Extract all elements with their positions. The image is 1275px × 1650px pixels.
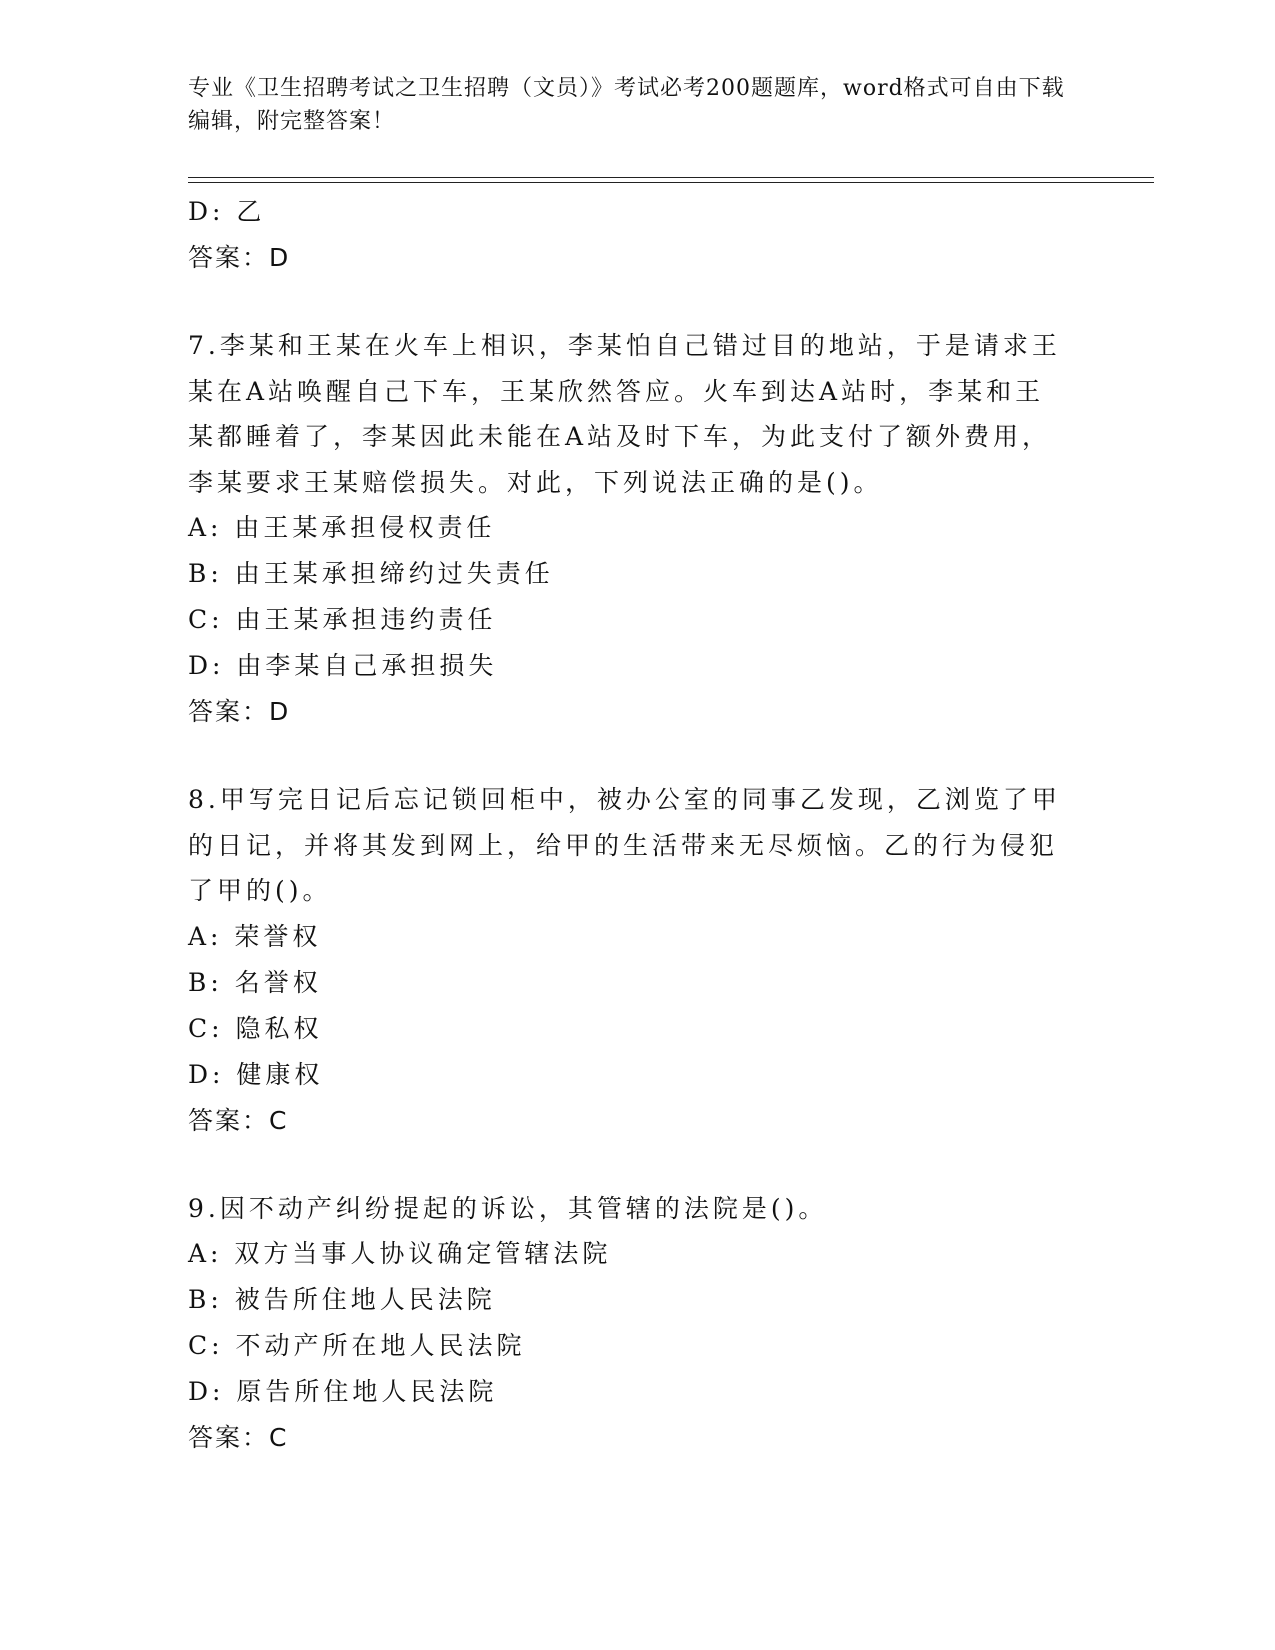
option-d: D: 健康权 bbox=[188, 1059, 324, 1089]
question-stem: 8.甲写完日记后忘记锁回柜中，被办公室的同事乙发现，乙浏览了甲的日记，并将其发到网上，给甲的生活带来无尽烦恼。乙的行为侵犯了甲的()。 bbox=[188, 785, 1061, 905]
question-7 bbox=[188, 323, 1068, 735]
answer-line: 答案：D bbox=[188, 697, 291, 726]
option-c: C: 隐私权 bbox=[188, 1013, 323, 1043]
option-a: A: 由王某承担侵权责任 bbox=[188, 513, 496, 542]
answer-line: 答案：C bbox=[188, 1105, 289, 1135]
question-list bbox=[188, 189, 1068, 1461]
option-b: B: 名誉权 bbox=[188, 967, 322, 997]
option-d: D: 由李某自己承担损失 bbox=[188, 651, 498, 680]
answer-line: 答案：C bbox=[188, 1423, 289, 1452]
option-c: C: 不动产所在地人民法院 bbox=[188, 1331, 526, 1360]
option-d: D: 乙 bbox=[188, 197, 266, 226]
question-9 bbox=[188, 1186, 1068, 1462]
header-divider-bottom bbox=[188, 182, 1154, 183]
answer-line: 答案：D bbox=[188, 243, 291, 272]
option-b: B: 被告所住地人民法院 bbox=[188, 1285, 496, 1314]
document-header: 专业《卫生招聘考试之卫生招聘（文员）》考试必考200题题库，word格式可自由下载编辑，附完整答案！ bbox=[188, 76, 1065, 134]
previous-question-tail bbox=[188, 189, 1068, 281]
question-stem: 9.因不动产纠纷提起的诉讼，其管辖的法院是()。 bbox=[188, 1193, 828, 1223]
header-divider-top bbox=[188, 177, 1154, 178]
option-b: B: 由王某承担缔约过失责任 bbox=[188, 559, 554, 588]
option-a: A: 荣誉权 bbox=[188, 921, 322, 951]
question-stem: 7.李某和王某在火车上相识，李某怕自己错过目的地站，于是请求王某在A站唤醒自己下车，王某欣然答应。火车到达A站时，李某和王某都睡着了，李某因此未能在A站及时下车，为此支付了额外费用，李某要求王某赔偿损失。对此，下列说法正确的是()。 bbox=[188, 331, 1061, 497]
option-d: D: 原告所住地人民法院 bbox=[188, 1377, 498, 1406]
question-8 bbox=[188, 777, 1068, 1144]
option-c: C: 由王某承担违约责任 bbox=[188, 605, 497, 634]
option-a: A: 双方当事人协议确定管辖法院 bbox=[188, 1239, 612, 1268]
